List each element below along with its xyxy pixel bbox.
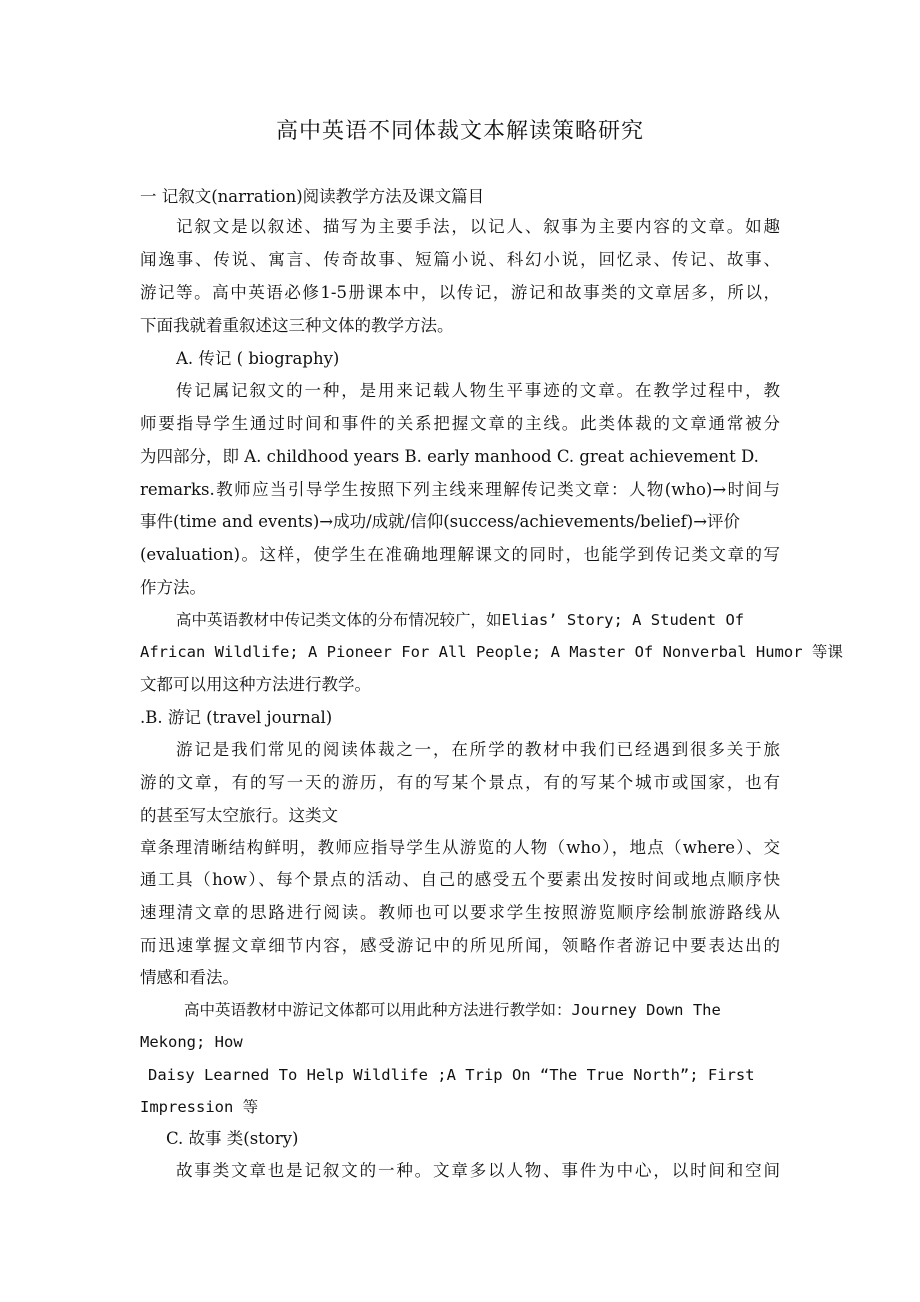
paragraph-line: 文都可以用这种方法进行教学。 bbox=[140, 675, 371, 694]
paragraph-line: 通工具（how）、每个景点的活动、自己的感受五个要素出发按时间或地点顺序快 bbox=[140, 870, 780, 889]
page-title: 高中英语不同体裁文本解读策略研究 bbox=[275, 119, 644, 144]
paragraph-line: 游的文章，有的写一天的游历，有的写某个景点，有的写某个城市或国家，也有 bbox=[140, 773, 780, 792]
subheading-biography: A. 传记 ( biography) bbox=[176, 349, 340, 368]
paragraph-line: Impression 等 bbox=[140, 1098, 259, 1116]
paragraph-line: 为四部分，即 A. childhood years B. early manhood C. great achievement D. bbox=[140, 447, 759, 466]
paragraph-line: 高中英语教材中传记类文体的分布情况较广，如Elias’ Story; A Student Of bbox=[176, 611, 745, 629]
paragraph-line: 闻逸事、传说、寓言、传奇故事、短篇小说、科幻小说，回忆录、传记、故事、 bbox=[140, 250, 780, 269]
paragraph-line: 速理清文章的思路进行阅读。教师也可以要求学生按照游览顺序绘制旅游路线从 bbox=[140, 903, 780, 922]
paragraph-line: 作方法。 bbox=[140, 578, 206, 597]
paragraph-line: 记叙文是以叙述、描写为主要手法，以记人、叙事为主要内容的文章。如趣 bbox=[176, 217, 780, 236]
paragraph-line: Mekong; How bbox=[140, 1033, 243, 1051]
paragraph-line: 章条理清晰结构鲜明，教师应指导学生从游览的人物（who），地点（where）、交 bbox=[140, 838, 780, 857]
section-heading-narration: 一 记叙文(narration)阅读教学方法及课文篇目 bbox=[140, 187, 485, 206]
paragraph-line: 传记属记叙文的一种，是用来记载人物生平事迹的文章。在教学过程中，教 bbox=[176, 381, 780, 400]
paragraph-line: remarks.教师应当引导学生按照下列主线来理解传记类文章：人物(who)→时间与 bbox=[140, 480, 780, 499]
subheading-story: C. 故事 类(story) bbox=[166, 1129, 299, 1148]
subheading-travel-journal: .B. 游记 (travel journal) bbox=[140, 708, 333, 727]
paragraph-line: 事件(time and events)→成功/成就/信仰(success/achievements/belief)→评价 bbox=[140, 512, 741, 531]
paragraph-line: African Wildlife; A Pioneer For All People; A Master Of Nonverbal Humor 等课 bbox=[140, 643, 843, 661]
paragraph-line: 而迅速掌握文章细节内容，感受游记中的所见所闻，领略作者游记中要表达出的 bbox=[140, 936, 780, 955]
paragraph-line: 游记是我们常见的阅读体裁之一，在所学的教材中我们已经遇到很多关于旅 bbox=[176, 740, 780, 759]
paragraph-line: Daisy Learned To Help Wildlife ;A Trip On “The True North”; First bbox=[148, 1066, 755, 1084]
paragraph-line: 故事类文章也是记叙文的一种。文章多以人物、事件为中心，以时间和空间 bbox=[176, 1161, 780, 1180]
paragraph-line: 情感和看法。 bbox=[140, 968, 239, 987]
paragraph-line: 下面我就着重叙述这三种文体的教学方法。 bbox=[140, 316, 454, 335]
paragraph-line: 游记等。高中英语必修1-5册课本中，以传记，游记和故事类的文章居多，所以， bbox=[140, 283, 780, 302]
paragraph-line: 师要指导学生通过时间和事件的关系把握文章的主线。此类体裁的文章通常被分 bbox=[140, 414, 780, 433]
paragraph-line: 高中英语教材中游记文体都可以用此种方法进行教学如：Journey Down The bbox=[184, 1001, 721, 1019]
paragraph-line: 的甚至写太空旅行。这类文 bbox=[140, 806, 338, 825]
paragraph-line: (evaluation)。这样，使学生在准确地理解课文的同时，也能学到传记类文章的写 bbox=[140, 545, 780, 564]
